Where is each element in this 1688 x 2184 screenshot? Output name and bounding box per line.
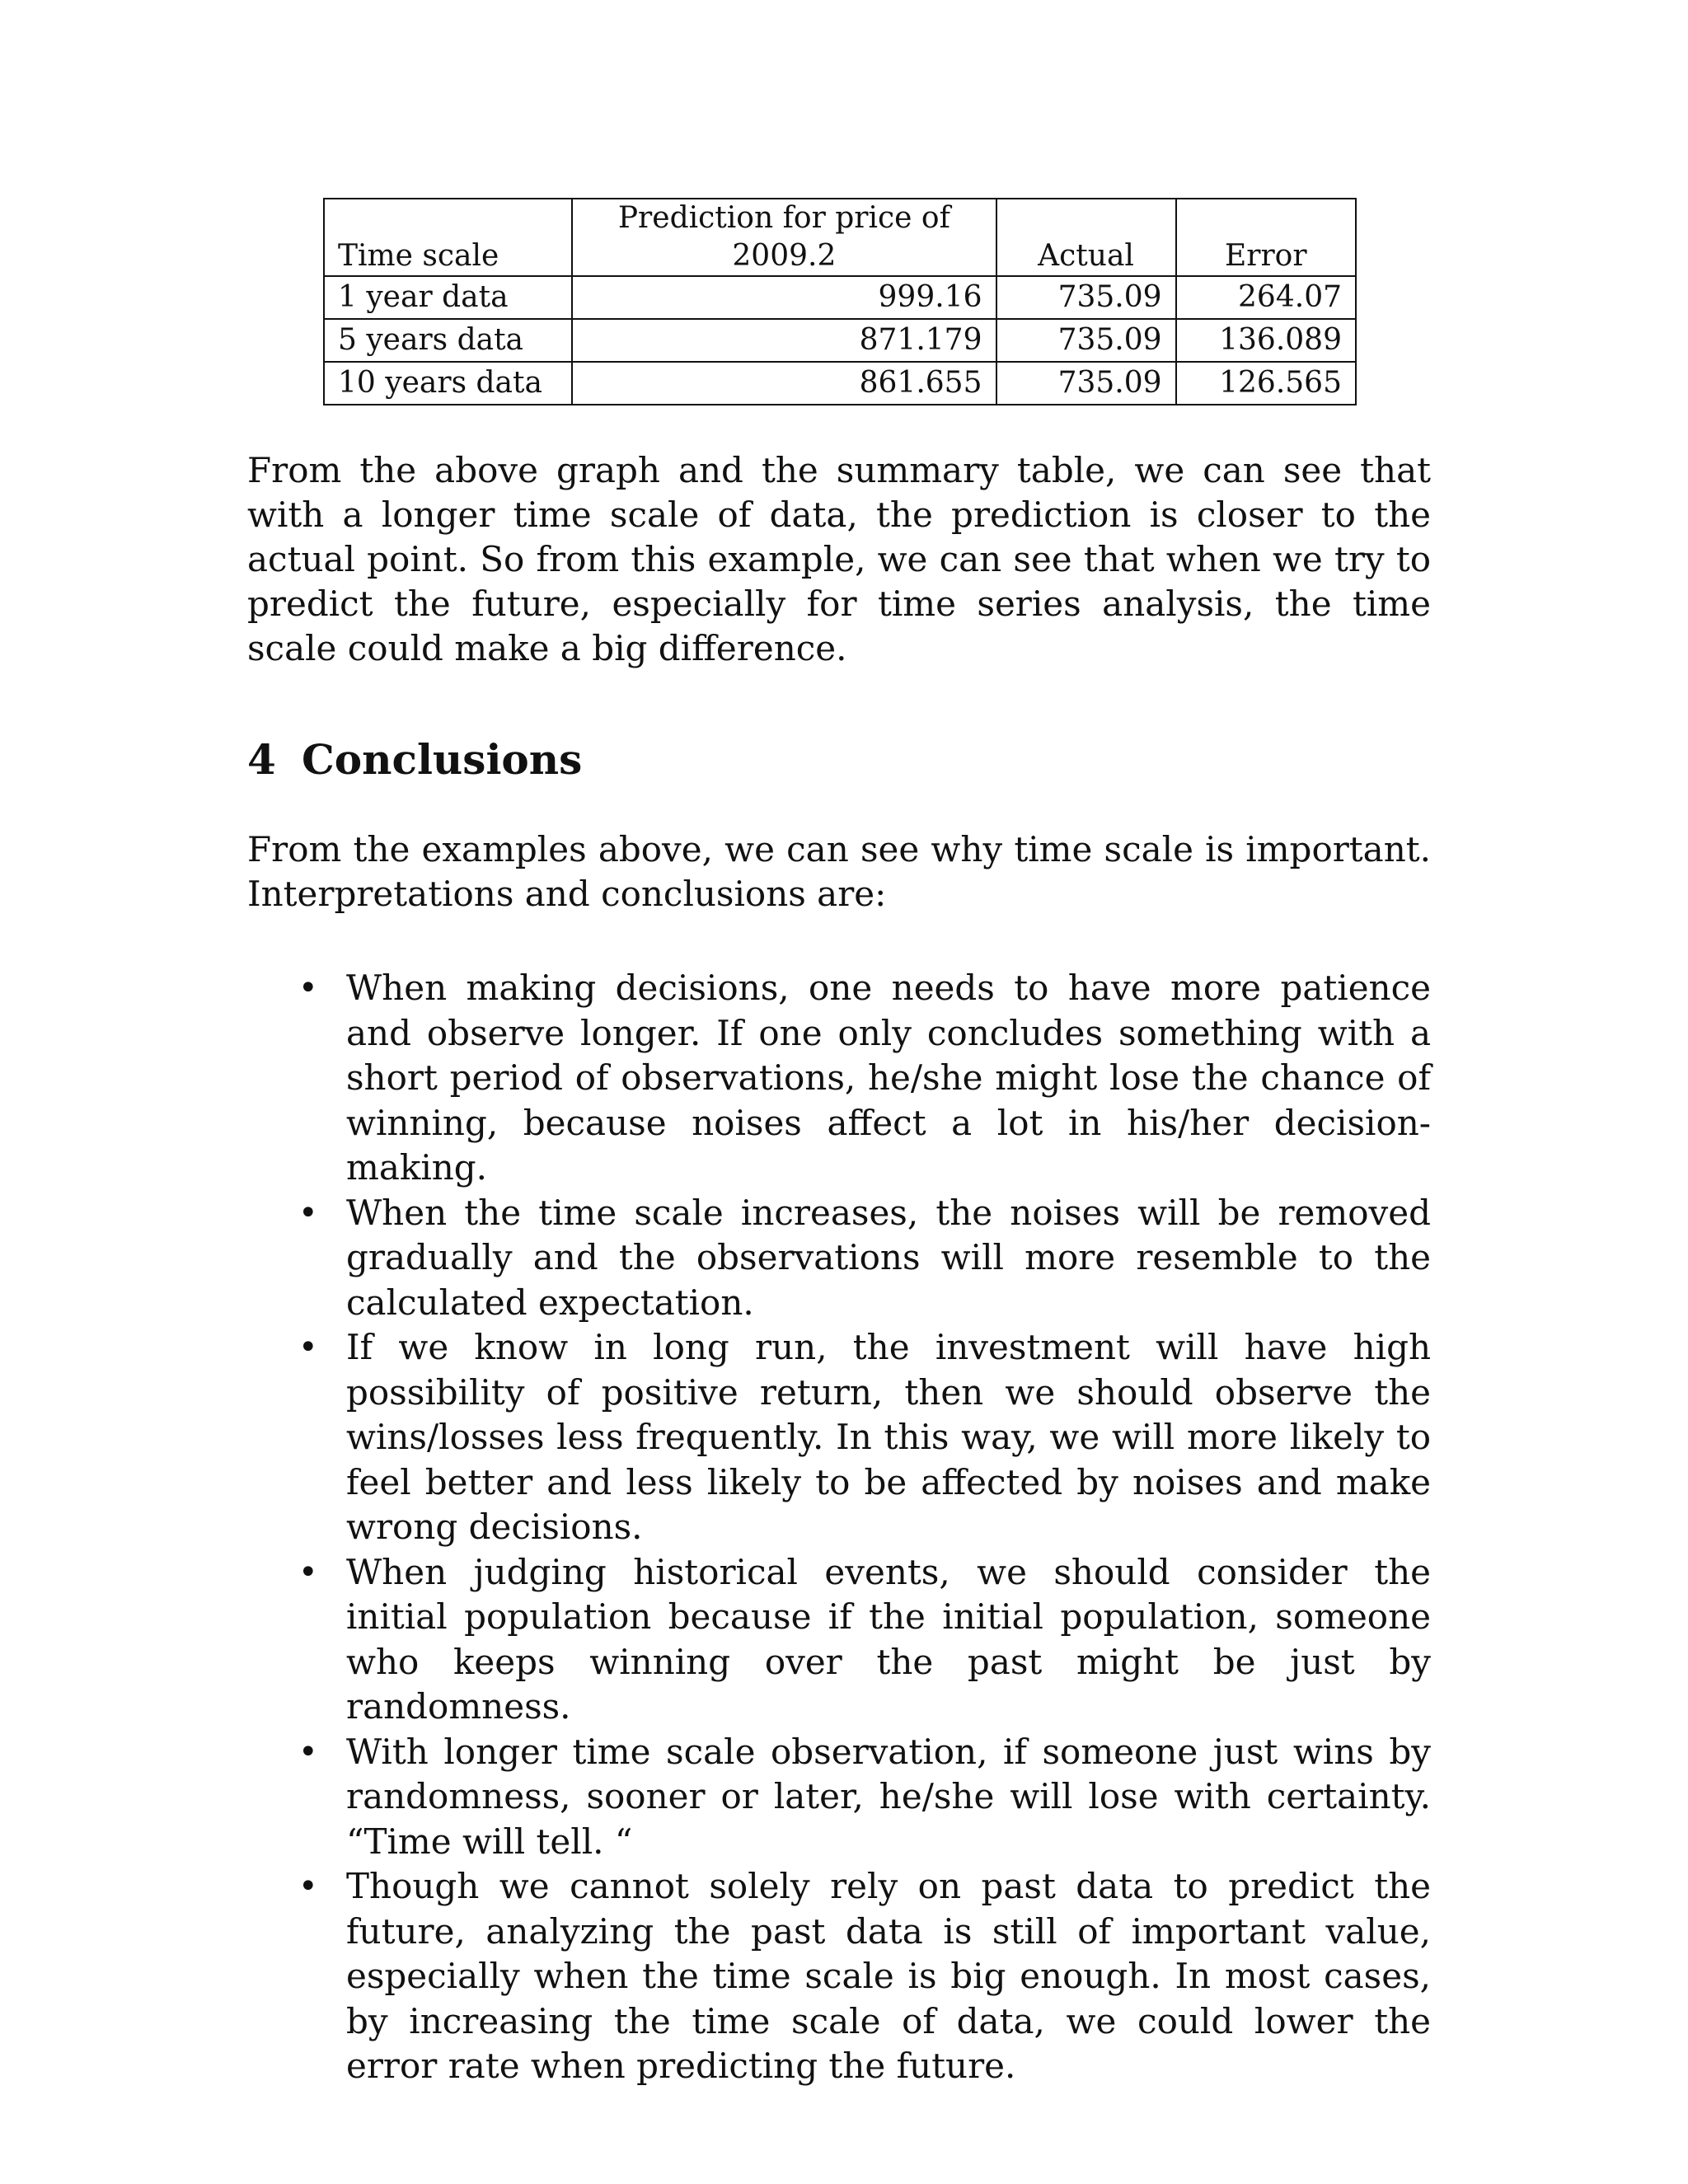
cell-actual: 735.09 bbox=[996, 276, 1176, 319]
cell-error: 126.565 bbox=[1176, 362, 1356, 405]
cell-error: 136.089 bbox=[1176, 319, 1356, 362]
table-row bbox=[324, 319, 1356, 362]
cell-error: 264.07 bbox=[1176, 276, 1356, 319]
header-prediction-line1: Prediction for price of bbox=[617, 201, 950, 235]
list-item bbox=[247, 1325, 1431, 1550]
bullet-icon: • bbox=[298, 1553, 318, 1591]
bullet-icon: • bbox=[298, 1732, 318, 1771]
table-row bbox=[324, 362, 1356, 405]
summary-paragraph: From the above graph and the summary table, we can see that with a longer time scale of data, the prediction is closer to the actual point. So from this example, we can see that when we try to predict the future, especially for time series analysis, the time scale could make a big difference. bbox=[247, 450, 1431, 668]
list-item-text: If we know in long run, the investment will have high possibility of positive return, then we should observe the wins/losses less frequently. In this way, we will more likely to feel better and less likely to be affected by noises and make wrong decisions. bbox=[346, 1327, 1431, 1547]
cell-prediction: 861.655 bbox=[572, 362, 996, 405]
header-prediction bbox=[572, 199, 996, 276]
cell-time-scale: 10 years data bbox=[324, 362, 572, 405]
intro-paragraph: From the examples above, we can see why time scale is important. Interpretations and conclusions are: bbox=[247, 829, 1431, 914]
table-header-row bbox=[324, 199, 1356, 276]
cell-prediction: 999.16 bbox=[572, 276, 996, 319]
summary-table bbox=[323, 198, 1357, 405]
bullet-icon: • bbox=[298, 969, 318, 1007]
list-item-text: When making decisions, one needs to have more patience and observe longer. If one only concludes something with a short period of observations, he/she might lose the chance of winning, because noises affect a lot in his/her decision-making. bbox=[346, 968, 1431, 1188]
list-item-text: When the time scale increases, the noises will be removed gradually and the observations will more resemble to the calculated expectation. bbox=[346, 1192, 1431, 1323]
list-item bbox=[247, 1550, 1431, 1730]
list-item bbox=[247, 1730, 1431, 1865]
conclusions-list bbox=[247, 966, 1431, 2089]
cell-prediction: 871.179 bbox=[572, 319, 996, 362]
section-heading bbox=[247, 735, 582, 785]
bullet-icon: • bbox=[298, 1329, 318, 1366]
list-item-text: When judging historical events, we should consider the initial population because if the initial population, someone who keeps winning over the past might be just by randomness. bbox=[346, 1551, 1431, 1727]
header-actual: Actual bbox=[996, 199, 1176, 276]
cell-actual: 735.09 bbox=[996, 362, 1176, 405]
header-prediction-line2: 2009.2 bbox=[732, 239, 837, 273]
list-item-text: With longer time scale observation, if someone just wins by randomness, sooner or later, he/she will lose with certainty. “Time will tell. “ bbox=[346, 1731, 1431, 1862]
header-error: Error bbox=[1176, 199, 1356, 276]
section-number: 4 bbox=[247, 735, 276, 784]
cell-actual: 735.09 bbox=[996, 319, 1176, 362]
header-time-scale: Time scale bbox=[324, 199, 572, 276]
table-row bbox=[324, 276, 1356, 319]
cell-time-scale: 1 year data bbox=[324, 276, 572, 319]
bullet-icon: • bbox=[298, 1868, 318, 1905]
list-item bbox=[247, 1864, 1431, 2089]
cell-time-scale: 5 years data bbox=[324, 319, 572, 362]
section-title: Conclusions bbox=[302, 735, 583, 784]
list-item bbox=[247, 966, 1431, 1191]
bullet-icon: • bbox=[298, 1193, 318, 1232]
list-item bbox=[247, 1191, 1431, 1326]
list-item-text: Though we cannot solely rely on past data to predict the future, analyzing the past data is still of important value, especially when the time scale is big enough. In most cases, by increasing the time scale of data, we could lower the error rate when predicting the future. bbox=[346, 1866, 1431, 2086]
